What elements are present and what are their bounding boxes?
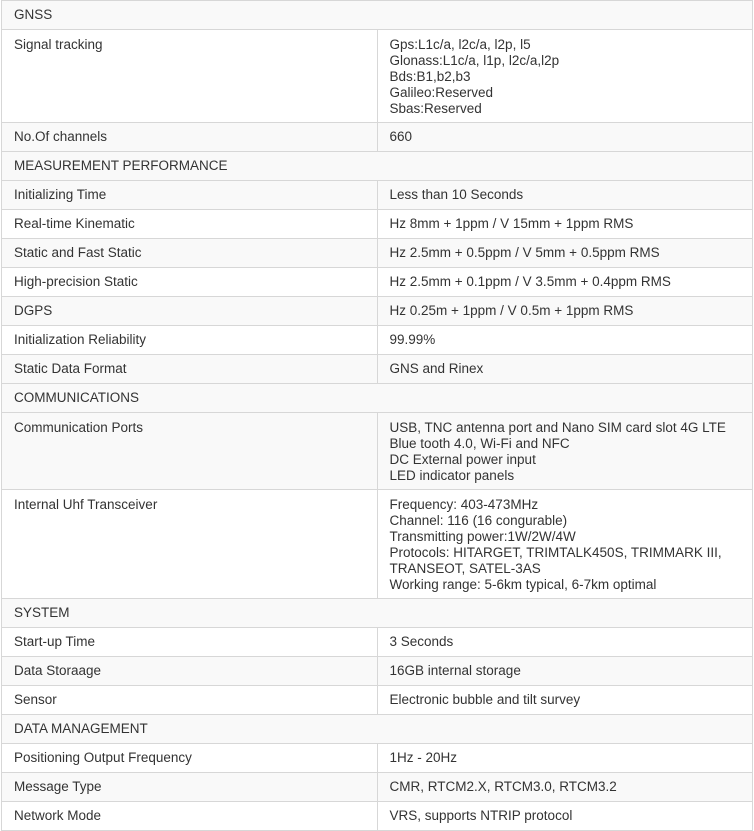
spec-value-line: Less than 10 Seconds xyxy=(389,187,524,202)
section-title: DATA MANAGEMENT xyxy=(2,715,753,744)
spec-value-line: 99.99% xyxy=(389,332,436,347)
table-row xyxy=(2,744,753,773)
spec-label: Internal Uhf Transceiver xyxy=(2,490,378,599)
spec-value-line: Blue tooth 4.0, Wi-Fi and NFC xyxy=(389,436,570,451)
spec-value-line: Transmitting power:1W/2W/4W xyxy=(389,529,576,544)
table-row xyxy=(2,657,753,686)
table-row xyxy=(2,355,753,384)
spec-label: DGPS xyxy=(2,297,378,326)
spec-value-line: CMR, RTCM2.X, RTCM3.0, RTCM3.2 xyxy=(389,779,617,794)
spec-value xyxy=(377,326,753,355)
spec-label: Positioning Output Frequency xyxy=(2,744,378,773)
table-row xyxy=(2,239,753,268)
spec-value-line: Frequency: 403-473MHz xyxy=(389,497,539,512)
spec-value-line: VRS, supports NTRIP protocol xyxy=(389,808,573,823)
spec-label: Real-time Kinematic xyxy=(2,210,378,239)
spec-value-line: Protocols: HITARGET, TRIMTALK450S, TRIMMARK III, xyxy=(389,545,722,560)
spec-value-line: Gps:L1c/a, l2c/a, l2p, l5 xyxy=(389,37,531,52)
section-title: COMMUNICATIONS xyxy=(2,384,753,413)
table-row xyxy=(2,413,753,490)
spec-value xyxy=(377,210,753,239)
spec-label: High-precision Static xyxy=(2,268,378,297)
spec-value-line: GNS and Rinex xyxy=(389,361,484,376)
spec-value-line: 1Hz - 20Hz xyxy=(389,750,458,765)
table-row xyxy=(2,326,753,355)
section-header-row xyxy=(2,715,753,744)
table-row xyxy=(2,802,753,831)
spec-value xyxy=(377,123,753,152)
spec-value xyxy=(377,355,753,384)
table-row xyxy=(2,123,753,152)
spec-value xyxy=(377,802,753,831)
spec-value xyxy=(377,490,753,599)
spec-value-line: 3 Seconds xyxy=(389,634,454,649)
section-title: SYSTEM xyxy=(2,599,753,628)
spec-label: Signal tracking xyxy=(2,30,378,123)
spec-value xyxy=(377,413,753,490)
spec-value-line: Electronic bubble and tilt survey xyxy=(389,692,581,707)
section-header-row xyxy=(2,152,753,181)
table-row xyxy=(2,628,753,657)
spec-value xyxy=(377,181,753,210)
spec-value xyxy=(377,686,753,715)
spec-value xyxy=(377,30,753,123)
section-title: GNSS xyxy=(2,1,753,30)
spec-value xyxy=(377,773,753,802)
spec-value-line: Hz 2.5mm + 0.1ppm / V 3.5mm + 0.4ppm RMS xyxy=(389,274,671,289)
section-header-row xyxy=(2,384,753,413)
spec-value-line: Glonass:L1c/a, l1p, l2c/a,l2p xyxy=(389,53,560,68)
spec-label: Initializing Time xyxy=(2,181,378,210)
spec-label: Communication Ports xyxy=(2,413,378,490)
spec-value xyxy=(377,297,753,326)
spec-value xyxy=(377,744,753,773)
table-row xyxy=(2,297,753,326)
spec-value-line: Sbas:Reserved xyxy=(389,101,482,116)
spec-label: Sensor xyxy=(2,686,378,715)
spec-label: Start-up Time xyxy=(2,628,378,657)
spec-value-line: Galileo:Reserved xyxy=(389,85,494,100)
spec-value-line: LED indicator panels xyxy=(389,468,515,483)
table-row xyxy=(2,773,753,802)
spec-value xyxy=(377,239,753,268)
spec-label: Network Mode xyxy=(2,802,378,831)
spec-value-line: Channel: 116 (16 congurable) xyxy=(389,513,568,528)
table-row xyxy=(2,268,753,297)
spec-value-line: USB, TNC antenna port and Nano SIM card slot 4G LTE xyxy=(389,420,726,435)
spec-value-line: 16GB internal storage xyxy=(389,663,521,678)
table-row xyxy=(2,210,753,239)
spec-label: No.Of channels xyxy=(2,123,378,152)
spec-label: Static Data Format xyxy=(2,355,378,384)
spec-table xyxy=(1,0,753,831)
table-row xyxy=(2,30,753,123)
spec-value-line: Hz 0.25m + 1ppm / V 0.5m + 1ppm RMS xyxy=(389,303,634,318)
spec-value xyxy=(377,628,753,657)
spec-label: Static and Fast Static xyxy=(2,239,378,268)
spec-label: Initialization Reliability xyxy=(2,326,378,355)
spec-value xyxy=(377,657,753,686)
table-row xyxy=(2,490,753,599)
spec-value-line: Hz 8mm + 1ppm / V 15mm + 1ppm RMS xyxy=(389,216,634,231)
table-row xyxy=(2,686,753,715)
spec-value-line: TRANSEOT, SATEL-3AS xyxy=(389,561,541,576)
spec-value-line: Hz 2.5mm + 0.5ppm / V 5mm + 0.5ppm RMS xyxy=(389,245,660,260)
section-title: MEASUREMENT PERFORMANCE xyxy=(2,152,753,181)
spec-value-line: Bds:B1,b2,b3 xyxy=(389,69,471,84)
spec-value xyxy=(377,268,753,297)
section-header-row xyxy=(2,599,753,628)
section-header-row xyxy=(2,1,753,30)
spec-label: Message Type xyxy=(2,773,378,802)
spec-value-line: Working range: 5-6km typical, 6-7km optimal xyxy=(389,577,657,592)
spec-value-line: DC External power input xyxy=(389,452,536,467)
spec-value-line: 660 xyxy=(389,129,413,144)
spec-table-body xyxy=(2,1,753,831)
table-row xyxy=(2,181,753,210)
spec-label: Data Storaage xyxy=(2,657,378,686)
